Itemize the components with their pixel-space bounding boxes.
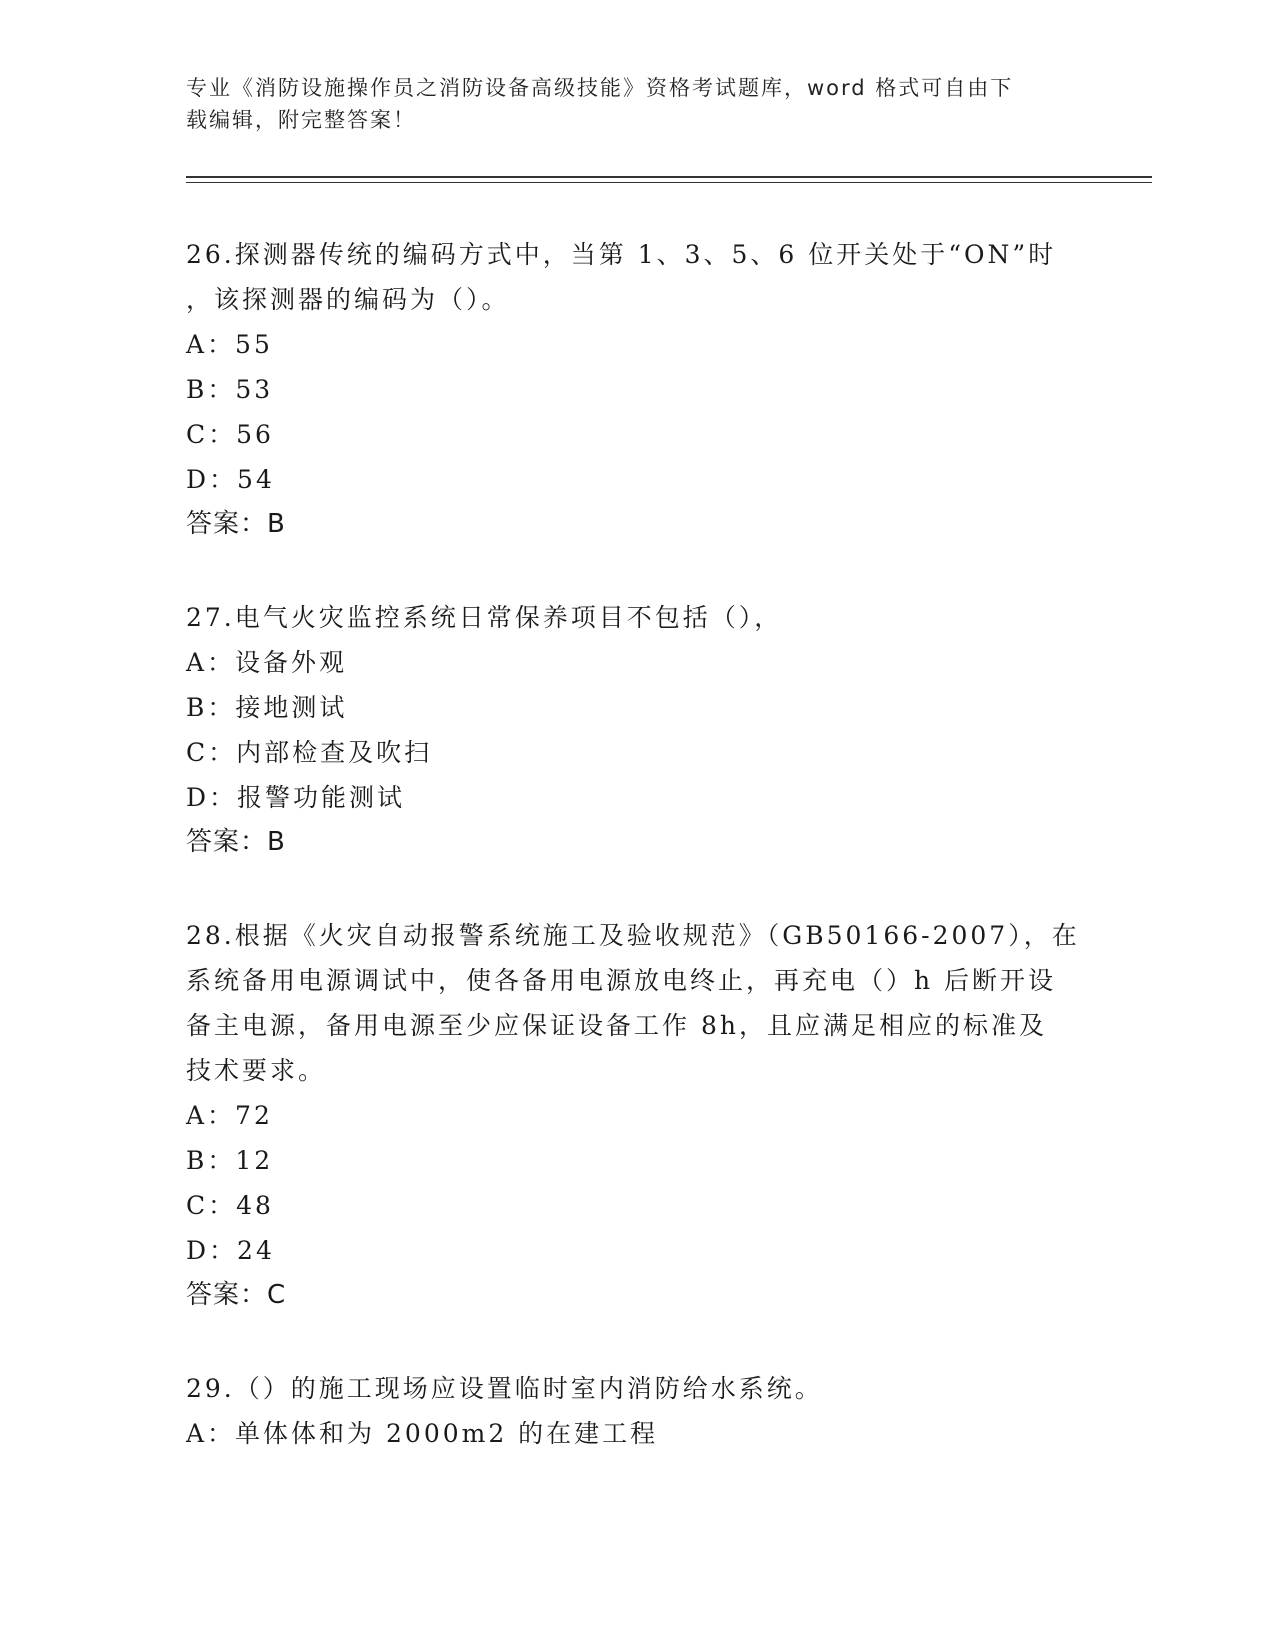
question-stem-line: 27.电气火灾监控系统日常保养项目不包括（），	[186, 603, 783, 632]
question-stem-line: 28.根据《火灾自动报警系统施工及验收规范》（GB50166-2007），在	[186, 921, 1080, 950]
header-divider-thin	[186, 182, 1152, 183]
question-stem-line: ，该探测器的编码为（）。	[186, 285, 510, 314]
question-list	[186, 232, 1086, 1504]
option-a: A：设备外观	[186, 648, 348, 677]
option-c: C：56	[186, 420, 274, 449]
question-stem-line: 技术要求。	[186, 1056, 327, 1085]
option-b: B：53	[186, 375, 274, 404]
answer-label: 答案：C	[186, 1280, 287, 1310]
question-stem-line: 26.探测器传统的编码方式中，当第 1、3、5、6 位开关处于“ON”时	[186, 240, 1057, 269]
question-28	[186, 913, 1086, 1318]
option-b: B：12	[186, 1146, 274, 1175]
question-27	[186, 595, 1086, 865]
question-26	[186, 232, 1086, 547]
option-d: D：54	[186, 465, 275, 494]
header-line-2: 载编辑，附完整答案！	[186, 108, 416, 132]
option-d: D：报警功能测试	[186, 783, 406, 812]
option-c: C：内部检查及吹扫	[186, 738, 433, 767]
option-d: D：24	[186, 1236, 275, 1265]
option-c: C：48	[186, 1191, 274, 1220]
header-line-1: 专业《消防设施操作员之消防设备高级技能》资格考试题库，word 格式可自由下	[186, 76, 1014, 100]
question-stem-line: 系统备用电源调试中，使各备用电源放电终止，再充电（）h 后断开设	[186, 966, 1057, 995]
header-divider	[186, 176, 1152, 178]
document-header	[186, 72, 1066, 136]
option-a: A：72	[186, 1101, 273, 1130]
option-a: A：单体体和为 2000m2 的在建工程	[186, 1419, 659, 1448]
answer-label: 答案：B	[186, 827, 286, 857]
option-a: A：55	[186, 330, 273, 359]
question-29	[186, 1366, 1086, 1456]
answer-label: 答案：B	[186, 509, 286, 539]
option-b: B：接地测试	[186, 693, 348, 722]
question-stem-line: 29.（）的施工现场应设置临时室内消防给水系统。	[186, 1374, 823, 1403]
question-stem-line: 备主电源，备用电源至少应保证设备工作 8h，且应满足相应的标准及	[186, 1011, 1047, 1040]
